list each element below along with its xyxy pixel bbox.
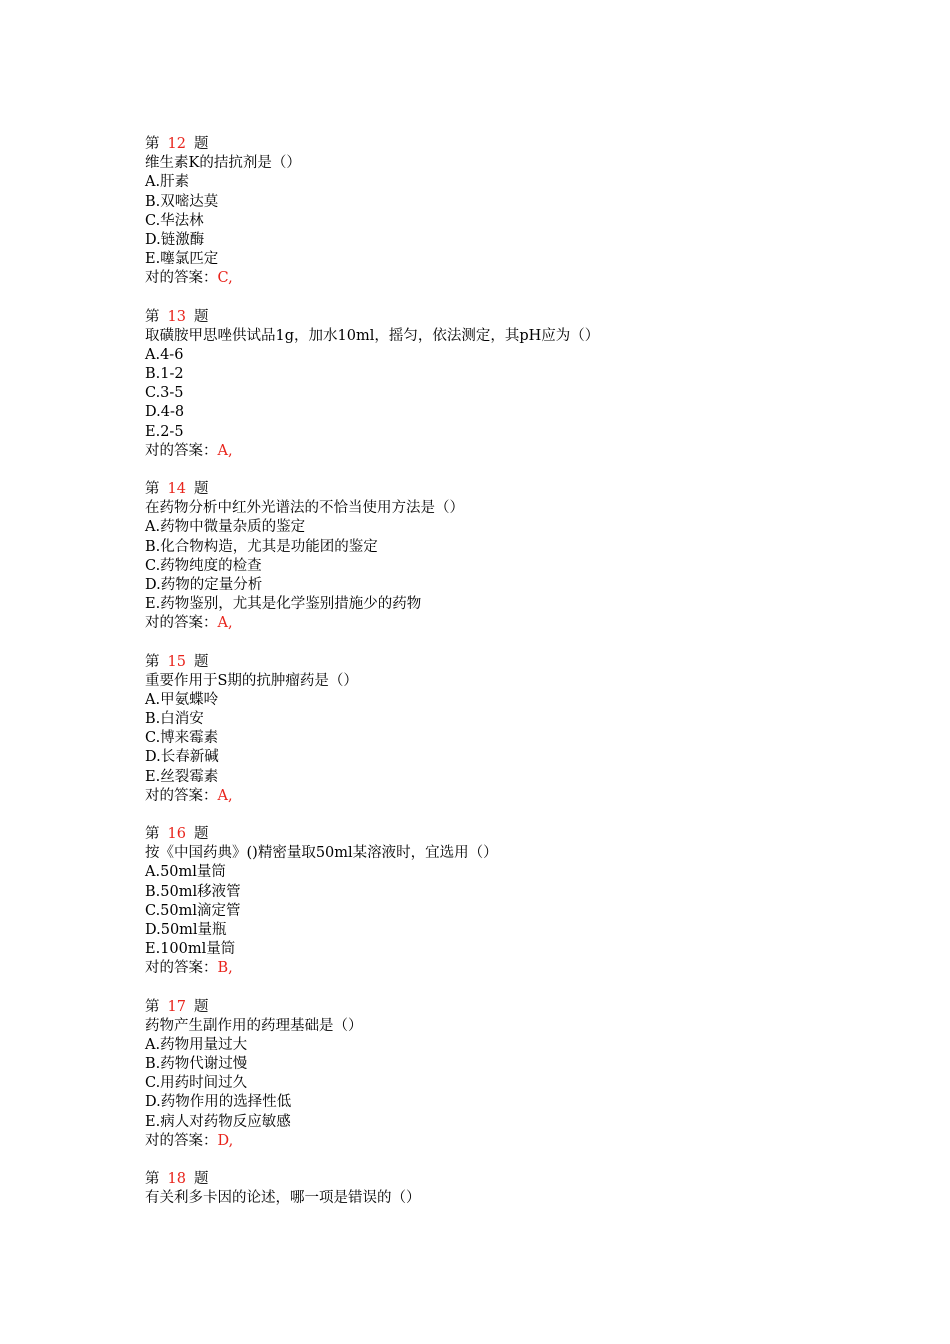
answer-option: C.用药时间过久: [145, 1075, 248, 1092]
question-number: 15: [167, 653, 186, 670]
question-14: [145, 480, 905, 634]
answer-label: 对的答案：: [145, 960, 218, 977]
answer-option: A.50ml量筒: [145, 864, 226, 881]
question-number: 13: [167, 308, 186, 325]
answer-option: C.50ml滴定管: [145, 902, 241, 919]
question-suffix: 题: [193, 308, 209, 325]
answer-option: E.噻氯匹定: [145, 251, 219, 268]
correct-answer: [145, 1132, 905, 1151]
answer-option: D.药物作用的选择性低: [145, 1094, 292, 1111]
answer-label: 对的答案：: [145, 1132, 218, 1149]
answer-option: D.4-8: [145, 404, 185, 421]
answer-option: A.肝素: [145, 174, 190, 191]
answer-value: A,: [217, 787, 233, 804]
answer-option: A.药物中微量杂质的鉴定: [145, 519, 306, 536]
correct-answer: [145, 614, 905, 633]
answer-option: A.药物用量过大: [145, 1036, 248, 1053]
question-heading: [145, 653, 905, 672]
answer-option: B.1-2: [145, 366, 184, 383]
question-prefix: 第: [145, 481, 160, 497]
answer-label: 对的答案：: [145, 270, 218, 287]
answer-option: D.链激酶: [145, 231, 205, 248]
question-16: [145, 825, 905, 979]
question-heading: [145, 480, 905, 499]
question-stem: 维生素K的拮抗剂是（）: [145, 155, 301, 172]
answer-option: C.3-5: [145, 385, 184, 402]
answer-option: B.药物代谢过慢: [145, 1056, 248, 1073]
answer-option: D.50ml量瓶: [145, 921, 227, 938]
question-heading: [145, 308, 905, 327]
question-prefix: 第: [145, 308, 160, 325]
answer-value: A,: [217, 442, 233, 459]
question-prefix: 第: [145, 826, 160, 842]
question-stem: 在药物分析中红外光谱法的不恰当使用方法是（）: [145, 500, 464, 517]
answer-option: B.白消安: [145, 711, 204, 728]
answer-option: A.甲氨蝶呤: [145, 691, 219, 708]
question-12: [145, 135, 905, 289]
question-stem: 重要作用于S期的抗肿瘤药是（）: [145, 672, 358, 689]
answer-option: E.丝裂霉素: [145, 768, 219, 785]
question-15: [145, 653, 905, 807]
answer-value: C,: [217, 270, 233, 287]
question-prefix: 第: [145, 136, 160, 152]
question-number: 14: [167, 481, 186, 497]
question-suffix: 题: [193, 826, 209, 842]
question-number: 18: [167, 1171, 186, 1187]
question-prefix: 第: [145, 1171, 160, 1187]
question-suffix: 题: [193, 998, 209, 1015]
question-suffix: 题: [193, 1171, 209, 1187]
answer-label: 对的答案：: [145, 442, 218, 459]
answer-option: C.华法林: [145, 212, 204, 229]
question-heading: [145, 135, 905, 154]
answer-label: 对的答案：: [145, 615, 218, 632]
question-number: 17: [167, 998, 186, 1015]
answer-label: 对的答案：: [145, 787, 218, 804]
answer-option: E.100ml量筒: [145, 941, 236, 958]
question-suffix: 题: [193, 653, 209, 670]
correct-answer: [145, 787, 905, 806]
question-stem: 有关利多卡因的论述，哪一项是错误的（）: [145, 1190, 421, 1207]
question-number: 16: [167, 826, 186, 842]
question-prefix: 第: [145, 653, 160, 670]
question-stem: 取磺胺甲思唑供试品1g，加水10ml，摇匀，依法测定，其pH应为（）: [145, 327, 600, 344]
question-prefix: 第: [145, 998, 160, 1015]
question-suffix: 题: [193, 136, 209, 152]
answer-option: A.4-6: [145, 346, 184, 363]
answer-option: C.药物纯度的检查: [145, 557, 262, 574]
answer-option: E.药物鉴别，尤其是化学鉴别措施少的药物: [145, 596, 422, 613]
answer-option: E.2-5: [145, 423, 184, 440]
answer-option: B.50ml移液管: [145, 883, 241, 900]
question-suffix: 题: [193, 481, 209, 497]
answer-option: C.博来霉素: [145, 730, 219, 747]
answer-option: D.药物的定量分析: [145, 576, 263, 593]
answer-option: D.长春新碱: [145, 749, 219, 766]
question-18: [145, 1170, 905, 1208]
answer-value: D,: [217, 1132, 234, 1149]
question-heading: [145, 1170, 905, 1189]
question-number: 12: [167, 136, 186, 152]
question-heading: [145, 825, 905, 844]
document-page: [145, 135, 905, 1227]
correct-answer: [145, 442, 905, 461]
answer-value: A,: [217, 615, 233, 632]
question-17: [145, 998, 905, 1152]
question-stem: 药物产生副作用的药理基础是（）: [145, 1017, 363, 1034]
answer-value: B,: [217, 960, 233, 977]
answer-option: B.化合物构造，尤其是功能团的鉴定: [145, 538, 378, 555]
correct-answer: [145, 269, 905, 288]
question-13: [145, 308, 905, 462]
correct-answer: [145, 959, 905, 978]
answer-option: B.双嘧达莫: [145, 193, 219, 210]
question-heading: [145, 998, 905, 1017]
question-stem: 按《中国药典》()精密量取50ml某溶液时，宜选用（）: [145, 845, 498, 862]
answer-option: E.病人对药物反应敏感: [145, 1113, 291, 1130]
